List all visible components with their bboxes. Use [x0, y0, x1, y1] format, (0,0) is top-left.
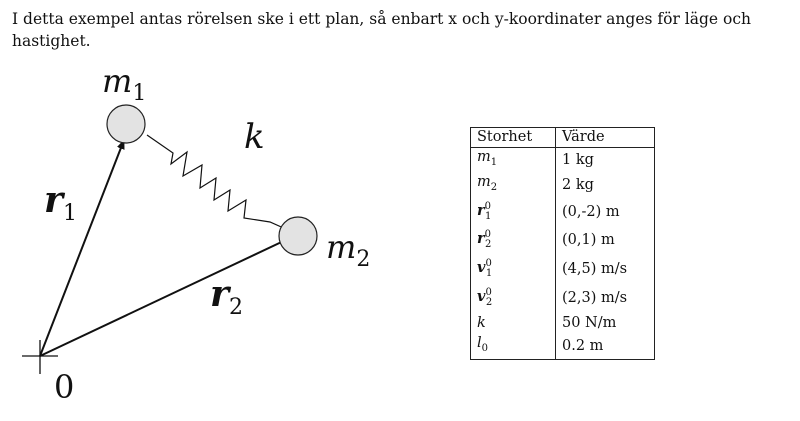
intro-paragraph: I detta exempel antas rörelsen ske i ett plan, så enbart x och y-koordinater anges för läge och hastighet.: [12, 10, 751, 50]
header-value: Värde: [556, 128, 655, 148]
table-row: [471, 313, 655, 334]
value-cell: (4,5) m/s: [562, 261, 628, 278]
mass-2-circle: [279, 217, 317, 255]
table-header-row: [471, 128, 655, 148]
quantity-cell: $m_2$: [471, 173, 556, 198]
r2-vector-arrow: [40, 238, 290, 356]
spring-constant-label: k: [244, 117, 265, 157]
quantity-cell: k: [471, 313, 556, 334]
mass-2-label: $m_2$: [326, 228, 371, 272]
header-quantity: Storhet: [471, 128, 556, 148]
spring-zigzag: [147, 135, 288, 230]
quantity-cell: $r^0_2$: [471, 227, 556, 256]
table-row: [471, 227, 655, 256]
mass-1-label: $m_1$: [102, 62, 147, 106]
value-cell: 1 kg: [562, 151, 594, 168]
parameters-table: [470, 127, 655, 360]
table-row: [471, 198, 655, 227]
quantity-cell: $l_0$: [471, 334, 556, 359]
table-row: [471, 334, 655, 359]
value-cell: 0.2 m: [562, 337, 604, 354]
value-cell: 50 N/m: [562, 314, 617, 331]
value-cell: (0,1) m: [562, 232, 615, 249]
value-cell: (2,3) m/s: [562, 289, 628, 306]
quantity-cell: $r^0_1$: [471, 198, 556, 227]
quantity-cell: $v^0_2$: [471, 284, 556, 313]
value-cell: 2 kg: [562, 176, 594, 193]
mass-1-circle: [107, 105, 145, 143]
quantity-cell: $m_1$: [471, 148, 556, 173]
r1-vector-arrow: [40, 140, 124, 356]
table-row: [471, 284, 655, 313]
origin-label: 0: [54, 368, 75, 406]
r1-label: $r_1$: [44, 179, 77, 226]
quantity-cell: $v^0_1$: [471, 255, 556, 284]
value-cell: (0,-2) m: [562, 203, 620, 220]
r2-label: $r_2$: [210, 273, 243, 320]
table-row: [471, 255, 655, 284]
table-row: [471, 148, 655, 173]
table-row: [471, 173, 655, 198]
